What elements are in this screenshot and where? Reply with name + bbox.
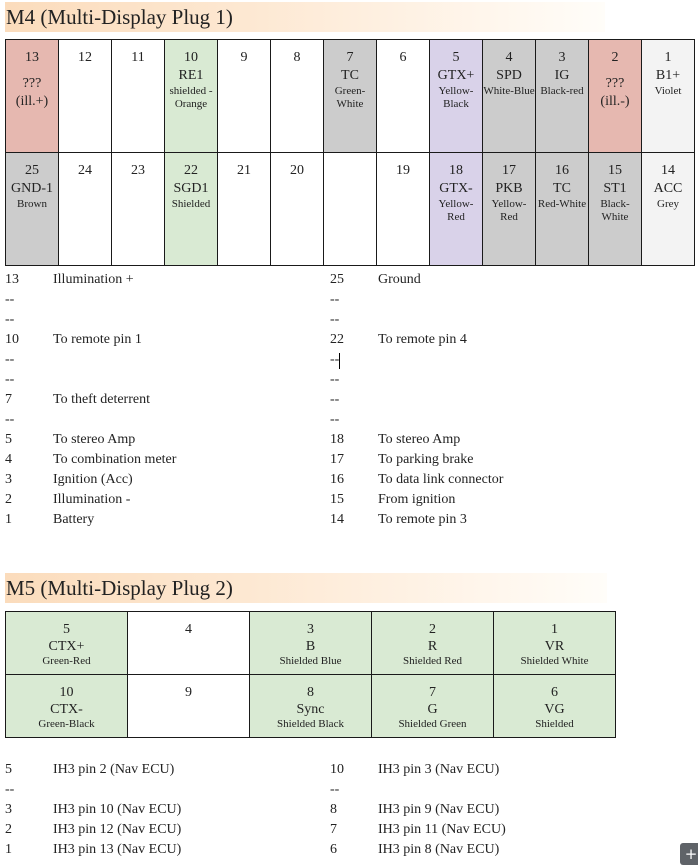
m5-list-item	[5, 820, 315, 840]
m5-list-item	[330, 800, 630, 820]
pin-wire-color: Shielded	[171, 198, 211, 210]
m4-pin-cell	[430, 40, 483, 153]
pin-number: 3	[5, 802, 12, 817]
pin-wire-color: Black-White	[600, 198, 630, 223]
pin-number: 16	[555, 163, 569, 178]
pin-destination: To stereo Amp	[378, 432, 461, 447]
pin-wire-color: Shielded Green	[398, 718, 467, 730]
m4-list-item	[5, 310, 315, 330]
m4-list-item	[5, 270, 315, 290]
m5-pin-table	[5, 611, 616, 738]
pin-number: 15	[330, 492, 344, 507]
m4-pin-cell	[589, 40, 642, 153]
pin-signal-note: (ill.-)	[600, 94, 630, 109]
pin-destination: IH3 pin 12 (Nav ECU)	[53, 822, 182, 837]
pin-wire-color: Red-White	[537, 198, 587, 210]
pin-destination: Battery	[53, 512, 95, 527]
m4-list-item	[5, 490, 315, 510]
pin-number: 5	[452, 50, 460, 65]
pin-wire-color: Green-Black	[38, 718, 95, 730]
pin-number: 20	[290, 163, 304, 178]
pin-signal-note: (ill.+)	[15, 94, 49, 109]
pin-wire-color: White-Blue	[483, 85, 535, 97]
pin-signal: ???	[605, 76, 625, 91]
m4-list-item	[5, 510, 315, 530]
pin-number: --	[5, 412, 15, 427]
pin-destination: IH3 pin 11 (Nav ECU)	[378, 822, 506, 837]
m5-title: M5 (Multi-Display Plug 2)	[6, 576, 233, 600]
pin-wire-color: Shielded Blue	[279, 655, 342, 667]
pin-number: 10	[5, 332, 19, 347]
pin-number: 24	[78, 163, 92, 178]
pin-number: 9	[240, 50, 248, 65]
pin-number: --	[330, 312, 340, 327]
m4-list-item	[5, 450, 315, 470]
m4-pin-cell	[589, 153, 642, 266]
m4-list-item	[5, 370, 315, 390]
pin-number: 3	[558, 50, 566, 65]
m4-left-pin-list	[5, 270, 315, 530]
pin-number: 2	[429, 622, 436, 637]
pin-number: 21	[237, 163, 251, 178]
pin-signal: Sync	[296, 702, 325, 717]
pin-number: 4	[5, 452, 12, 467]
m5-list-item	[5, 840, 315, 860]
pin-destination: Ignition (Acc)	[53, 472, 133, 487]
m4-pin-row	[6, 40, 695, 153]
pin-number: 2	[5, 822, 12, 837]
m4-list-item	[5, 410, 315, 430]
pin-number: 1	[551, 622, 558, 637]
pin-signal: PKB	[495, 181, 523, 196]
m4-list-item	[5, 470, 315, 490]
pin-number: 8	[307, 685, 314, 700]
m4-list-item	[5, 330, 315, 350]
pin-number: 6	[399, 50, 407, 65]
m4-pin-cell	[165, 40, 218, 153]
m4-list-item	[330, 490, 630, 510]
pin-number: 22	[184, 163, 198, 178]
pin-destination: Illumination -	[53, 492, 131, 507]
m4-pin-cell	[324, 153, 377, 266]
m4-list-item	[330, 430, 630, 450]
pin-number: 2	[611, 50, 619, 65]
m4-list-item	[330, 350, 630, 370]
pin-destination: Illumination +	[53, 272, 134, 287]
m5-pin-cell	[250, 612, 372, 675]
pin-signal: RE1	[178, 68, 204, 83]
pin-number: 10	[59, 685, 74, 700]
pin-number: 5	[5, 432, 12, 447]
pin-number: 2	[5, 492, 12, 507]
add-comment-button[interactable]	[680, 843, 698, 865]
pin-number: 13	[25, 50, 39, 65]
pin-number: 8	[330, 802, 337, 817]
pin-signal: R	[427, 639, 438, 654]
pin-destination: To remote pin 3	[378, 512, 467, 527]
pin-number: 23	[131, 163, 145, 178]
pin-number: --	[5, 292, 15, 307]
pin-number: 4	[185, 622, 192, 637]
m5-list-item	[330, 760, 630, 780]
pin-signal: ACC	[653, 181, 683, 196]
m5-pin-cell	[494, 612, 616, 675]
m4-pin-cell	[483, 40, 536, 153]
m4-pin-cell	[218, 153, 271, 266]
pin-number: 14	[330, 512, 344, 527]
pin-number: 19	[396, 163, 410, 178]
pin-wire-color: Shielded Red	[403, 655, 462, 667]
pin-signal: VG	[544, 702, 565, 717]
m4-pin-row	[6, 153, 695, 266]
pin-wire-color: Black-red	[540, 85, 584, 97]
pin-destination: IH3 pin 9 (Nav ECU)	[378, 802, 500, 817]
m4-pin-cell	[377, 40, 430, 153]
m4-list-item	[330, 370, 630, 390]
pin-number: --	[330, 292, 340, 307]
pin-number: 6	[330, 842, 337, 857]
m5-heading	[5, 573, 233, 603]
pin-number: 17	[330, 452, 344, 467]
pin-number: 7	[346, 50, 354, 65]
m4-pin-cell	[642, 40, 695, 153]
m4-list-item	[330, 390, 630, 410]
m4-pin-cell	[59, 153, 112, 266]
pin-number: 14	[661, 163, 675, 178]
pin-signal: CTX+	[48, 639, 85, 654]
pin-destination: To theft deterrent	[53, 392, 150, 407]
m5-pin-row	[6, 675, 616, 738]
pin-signal: VR	[544, 639, 565, 654]
m4-pin-cell	[324, 40, 377, 153]
pin-number: --	[330, 782, 340, 797]
pin-destination: IH3 pin 2 (Nav ECU)	[53, 762, 175, 777]
pin-signal: GTX+	[437, 68, 475, 83]
m5-pin-cell	[494, 675, 616, 738]
pin-number: --	[5, 372, 15, 387]
pin-number: 18	[449, 163, 463, 178]
pin-number: 7	[429, 685, 436, 700]
pin-signal: B	[305, 639, 316, 654]
pin-destination: IH3 pin 10 (Nav ECU)	[53, 802, 182, 817]
m4-list-item	[330, 270, 630, 290]
pin-destination: To parking brake	[378, 452, 474, 467]
pin-number: --	[330, 392, 340, 407]
pin-number: 9	[185, 685, 192, 700]
m5-right-pin-list	[330, 760, 630, 860]
m5-list-item	[330, 840, 630, 860]
m4-list-item	[330, 330, 630, 350]
text-cursor	[339, 353, 340, 369]
pin-number: 1	[5, 842, 12, 857]
pin-number: --	[5, 782, 15, 797]
m4-pin-cell	[218, 40, 271, 153]
m4-right-pin-list	[330, 270, 630, 530]
m4-list-item	[330, 470, 630, 490]
pin-wire-color: Yellow-Red	[491, 198, 527, 223]
pin-number: 3	[5, 472, 12, 487]
m4-pin-cell	[112, 40, 165, 153]
pin-signal: SPD	[496, 68, 522, 83]
pin-number: --	[330, 412, 340, 427]
pin-signal: G	[427, 702, 438, 717]
pin-destination: IH3 pin 3 (Nav ECU)	[378, 762, 500, 777]
pin-number: 1	[664, 50, 672, 65]
m4-pin-cell	[536, 40, 589, 153]
add-comment-icon: +	[684, 845, 698, 863]
pin-signal: GTX-	[439, 181, 473, 196]
pin-number: 25	[330, 272, 344, 287]
m4-pin-cell	[377, 153, 430, 266]
m4-pin-cell	[271, 40, 324, 153]
pin-wire-color: Shielded Black	[277, 718, 344, 730]
m4-title: M4 (Multi-Display Plug 1)	[6, 5, 233, 29]
m5-list-item	[330, 780, 630, 800]
pin-number: 5	[5, 762, 12, 777]
m5-list-item	[5, 800, 315, 820]
pin-number: 1	[5, 512, 12, 527]
m5-pin-row	[6, 612, 616, 675]
m5-list-item	[5, 780, 315, 800]
pin-number: 16	[330, 472, 344, 487]
pin-destination: IH3 pin 13 (Nav ECU)	[53, 842, 182, 857]
m5-list-item	[330, 820, 630, 840]
pin-wire-color: Shielded	[535, 718, 574, 730]
pin-spacer	[589, 67, 641, 75]
pin-wire-color: shielded -Orange	[169, 85, 213, 110]
m4-list-item	[330, 410, 630, 430]
m4-pin-cell	[165, 153, 218, 266]
pin-destination: To remote pin 4	[378, 332, 467, 347]
pin-destination: IH3 pin 8 (Nav ECU)	[378, 842, 500, 857]
pin-number: 22	[330, 332, 344, 347]
pin-wire-color: Green-White	[334, 85, 366, 110]
pin-signal: IG	[554, 68, 570, 83]
m4-pin-cell	[642, 153, 695, 266]
pin-wire-color: Yellow-Black	[438, 85, 474, 110]
pin-number: 17	[502, 163, 516, 178]
pin-wire-color: Violet	[654, 85, 682, 97]
pin-number: 11	[131, 50, 145, 65]
pin-number: --	[5, 312, 15, 327]
pin-destination: Ground	[378, 272, 421, 287]
pin-number: --	[330, 352, 340, 367]
pin-number: 10	[330, 762, 344, 777]
m4-pin-cell	[6, 40, 59, 153]
pin-number: 10	[184, 50, 198, 65]
pin-signal: ???	[22, 76, 42, 91]
pin-number: 7	[330, 822, 337, 837]
pin-signal: B1+	[655, 68, 681, 83]
m4-pin-table	[5, 39, 695, 266]
m4-pin-cell	[112, 153, 165, 266]
pin-number: 4	[505, 50, 513, 65]
pin-number: 5	[63, 622, 70, 637]
pin-destination: To stereo Amp	[53, 432, 136, 447]
m5-pin-cell	[6, 675, 128, 738]
pin-number: 13	[5, 272, 19, 287]
pin-wire-color: Brown	[17, 198, 47, 210]
pin-signal: ST1	[603, 181, 627, 196]
pin-signal: CTX-	[50, 702, 83, 717]
pin-number: 25	[25, 163, 39, 178]
pin-signal: GND-1	[11, 181, 53, 196]
m4-list-item	[5, 390, 315, 410]
m4-pin-cell	[483, 153, 536, 266]
pin-wire-color: Yellow-Red	[438, 198, 474, 223]
pin-wire-color: Grey	[657, 198, 679, 210]
m4-list-item	[330, 310, 630, 330]
pin-signal: TC	[553, 181, 571, 196]
m4-heading	[5, 2, 233, 32]
pin-number: 8	[293, 50, 301, 65]
m4-pin-cell	[271, 153, 324, 266]
pin-signal: SGD1	[173, 181, 209, 196]
m4-list-item	[5, 290, 315, 310]
m5-list-item	[5, 760, 315, 780]
m4-list-item	[5, 350, 315, 370]
pin-number: 3	[307, 622, 314, 637]
pin-destination: To remote pin 1	[53, 332, 142, 347]
pin-wire-color: Shielded White	[520, 655, 589, 667]
pin-number: 12	[78, 50, 92, 65]
pin-number: 6	[551, 685, 558, 700]
m4-pin-cell	[430, 153, 483, 266]
pin-signal: TC	[341, 68, 359, 83]
pin-number: --	[5, 352, 15, 367]
m5-pin-cell	[6, 612, 128, 675]
m5-pin-cell	[372, 675, 494, 738]
m5-pin-cell	[250, 675, 372, 738]
m5-pin-cell	[128, 612, 250, 675]
m4-list-item	[5, 430, 315, 450]
pin-destination: From ignition	[378, 492, 456, 507]
pin-number: 7	[5, 392, 12, 407]
m5-pin-cell	[128, 675, 250, 738]
pin-number: --	[330, 372, 340, 387]
m5-left-pin-list	[5, 760, 315, 860]
pin-destination: To data link connector	[378, 472, 504, 487]
m5-pin-cell	[372, 612, 494, 675]
pin-wire-color: Green-Red	[42, 655, 91, 667]
m4-list-item	[330, 450, 630, 470]
pin-destination: To combination meter	[53, 452, 177, 467]
m4-list-item	[330, 510, 630, 530]
m4-list-item	[330, 290, 630, 310]
pin-number: 15	[608, 163, 622, 178]
m4-pin-cell	[6, 153, 59, 266]
pin-spacer	[6, 67, 58, 75]
m4-pin-cell	[536, 153, 589, 266]
m4-pin-cell	[59, 40, 112, 153]
pin-number: 18	[330, 432, 344, 447]
